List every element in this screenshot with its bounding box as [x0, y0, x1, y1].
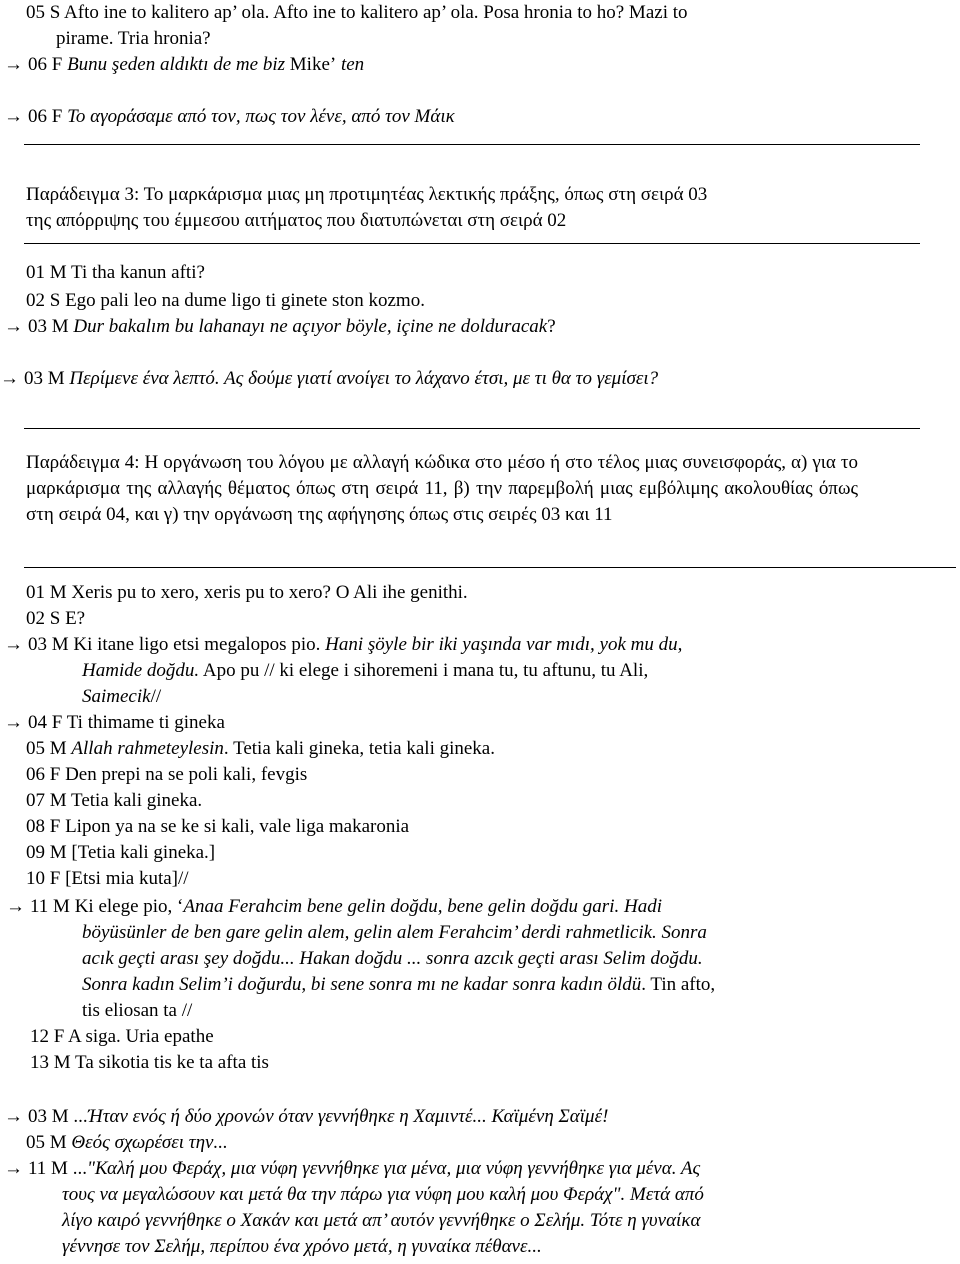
ex3-line-03-turkish — [4, 314, 556, 340]
separator-rule — [24, 243, 920, 244]
turkish-text: acık geçti arası şey doğdu... Hakan doğdu ... sonra azcık geçti arası Selim doğdu. — [82, 948, 703, 969]
turkish-text: ten — [336, 54, 365, 75]
ex3-line-01: 01 M Ti tha kanun afti? — [26, 262, 205, 283]
arrow-icon: → — [4, 1106, 23, 1127]
greek-translation: Περίμενε ένα λεπτό. Ας δούμε γιατί ανοίγει το λάχανο έτσι, με τι θα το γεμίσει? — [69, 368, 659, 389]
ex4-line-03b — [82, 658, 648, 684]
greek-translation: λίγο καιρό γεννήθηκε ο Χακάν και μετά απ’ αυτόν γεννήθηκε ο Σελήμ. Τότε η γυναίκα — [62, 1210, 701, 1231]
ex4-line-11b — [82, 920, 707, 946]
turkish-text: Allah rahmeteylesin — [71, 738, 224, 759]
ex4-line-09: 09 M [Tetia kali gineka.] — [26, 842, 216, 863]
arrow-icon: → — [4, 1158, 23, 1179]
greek-translation: γέννησε τον Σελήμ, περίπου ένα χρόνο μετά, η γυναίκα πέθανε... — [62, 1236, 542, 1257]
line-number: 11 M ... — [28, 1158, 87, 1179]
ex4-heading: Παράδειγμα 4: Η οργάνωση του λόγου με αλλαγή κώδικα στο μέσο ή στο τέλος μιας συνεισφοράς, α) για το μαρκάρισμα της αλλαγής θέματος όπως στη σειρά 11, β) την παρεμβολή μιας εμβόλιμης ακολουθίας όπως στη σειρά 04, και γ) την οργάνωση της αφήγησης όπως στις σειρές 03 και 11 — [26, 452, 858, 525]
transcript-text: 11 M Ki elege pio, ‘ — [30, 896, 184, 917]
ex4-greek-11a — [4, 1156, 700, 1182]
transcript-text: . Tin afto, — [641, 974, 716, 995]
line-number: 03 M ... — [28, 1106, 88, 1127]
ex4-line-04 — [4, 710, 225, 736]
ex4-line-11a — [6, 894, 662, 920]
ex4-line-11c — [82, 946, 703, 972]
ex4-line-10: 10 F [Etsi mia kuta]// — [26, 868, 189, 889]
turkish-text: Saimecik — [82, 686, 151, 707]
line-number: 03 M — [28, 316, 74, 337]
ex3-line-02: 02 S Ego pali leo na dume ligo ti ginete ston kozmo. — [26, 290, 425, 311]
ex4-greek-05 — [26, 1130, 228, 1156]
transcript-text: 03 M Ki itane ligo etsi megalopos pio. — [28, 634, 326, 655]
turkish-text: böyüsünler de ben gare gelin alem, gelin alem Ferahcim’ derdi rahmetlicik. Sonra — [82, 922, 707, 943]
turkish-text: Hamide doğdu. — [82, 660, 200, 681]
turkish-text: Bunu şeden aldıktı de me biz — [67, 54, 290, 75]
line-number: 05 M — [26, 738, 72, 759]
name-text: Mike’ — [289, 54, 337, 75]
line-number: 06 F — [28, 106, 68, 127]
greek-translation: Θεός σχωρέσει την... — [71, 1132, 228, 1153]
greek-translation: Το αγοράσαμε από τον, πως τον λένε, από τον Μάικ — [67, 106, 455, 127]
ex3-line-03-greek — [0, 366, 658, 392]
ex2-line-06-turkish — [4, 52, 364, 78]
turkish-text: Dur bakalım bu lahanayı ne açıyor böyle, içine ne dolduracak — [73, 316, 548, 337]
transcript-text: . Tetia kali gineka, tetia kali gineka. — [223, 738, 495, 759]
separator-rule — [24, 144, 920, 145]
ex3-heading-line1: Παράδειγμα 3: Το μαρκάρισμα μιας μη προτιμητέας λεκτικής πράξης, όπως στη σειρά 03 — [26, 184, 708, 205]
ex4-line-02: 02 S E? — [26, 608, 86, 629]
greek-translation: τους να μεγαλώσουν και μετά θα την πάρω για νύφη μου καλή μου Φεράχ". Μετά από — [62, 1184, 704, 1205]
ex2-line-05b: pirame. Tria hronia? — [56, 28, 211, 49]
arrow-icon: → — [6, 896, 25, 917]
ex4-greek-03 — [4, 1104, 608, 1130]
arrow-icon: → — [0, 368, 19, 389]
ex4-line-11d — [82, 972, 715, 998]
line-number: 03 M — [24, 368, 70, 389]
arrow-icon: → — [4, 316, 23, 337]
separator-rule — [24, 567, 956, 568]
ex4-greek-11d — [62, 1234, 542, 1260]
arrow-icon: → — [4, 54, 23, 75]
line-number: 05 M — [26, 1132, 72, 1153]
ex4-line-06: 06 F Den prepi na se poli kali, fevgis — [26, 764, 308, 785]
ex4-line-12: 12 F A siga. Uria epathe — [30, 1026, 214, 1047]
turkish-text: Sonra kadın Selim’i doğurdu, bi sene sonra mı ne kadar sonra kadın öldü — [82, 974, 642, 995]
ex4-line-13: 13 M Ta sikotia tis ke ta afta tis — [30, 1052, 269, 1073]
transcript-text: 04 F Ti thimame ti gineka — [28, 712, 225, 733]
ex2-line-06-greek — [4, 104, 455, 130]
line-number: 06 F — [28, 54, 68, 75]
punctuation: ? — [547, 316, 556, 337]
ex4-greek-11b — [62, 1182, 704, 1208]
ex4-line-03a — [4, 632, 682, 658]
ex4-line-08: 08 F Lipon ya na se ke si kali, vale liga makaronia — [26, 816, 410, 837]
ex4-line-03c — [82, 684, 161, 710]
ex3-heading-line2: της απόρριψης του έμμεσου αιτήματος που διατυπώνεται στη σειρά 02 — [26, 210, 567, 231]
separator-rule — [24, 428, 920, 429]
turkish-text: Hani şöyle bir iki yaşında var mıdı, yok mu du, — [325, 634, 683, 655]
transcript-text: Apo pu // ki elege i sihoremeni i mana tu, tu aftunu, tu Ali, — [199, 660, 649, 681]
transcript-text: // — [150, 686, 162, 707]
ex4-line-11e: tis eliosan ta // — [82, 1000, 193, 1021]
arrow-icon: → — [4, 634, 23, 655]
greek-translation: "Καλή μου Φεράχ, μια νύφη γεννήθηκε για μένα, μια νύφη γεννήθηκε για μένα. Ας — [86, 1158, 701, 1179]
arrow-icon: → — [4, 712, 23, 733]
turkish-text: Anaa Ferahcim bene gelin doğdu, bene gelin doğdu gari. Hadi — [183, 896, 662, 917]
ex4-line-01: 01 M Xeris pu to xero, xeris pu to xero? O Ali ihe genithi. — [26, 582, 468, 603]
ex4-line-05 — [26, 736, 495, 762]
ex2-line-05a: 05 S Afto ine to kalitero ap’ ola. Afto ine to kalitero ap’ ola. Posa hronia to ho? Mazi to — [26, 2, 688, 23]
ex4-greek-11c — [62, 1208, 700, 1234]
ex4-line-07: 07 M Tetia kali gineka. — [26, 790, 203, 811]
arrow-icon: → — [4, 106, 23, 127]
greek-translation: Ήταν ενός ή δύο χρονών όταν γεννήθηκε η Χαμιντέ... Καϊμένη Σαϊμέ! — [87, 1106, 609, 1127]
